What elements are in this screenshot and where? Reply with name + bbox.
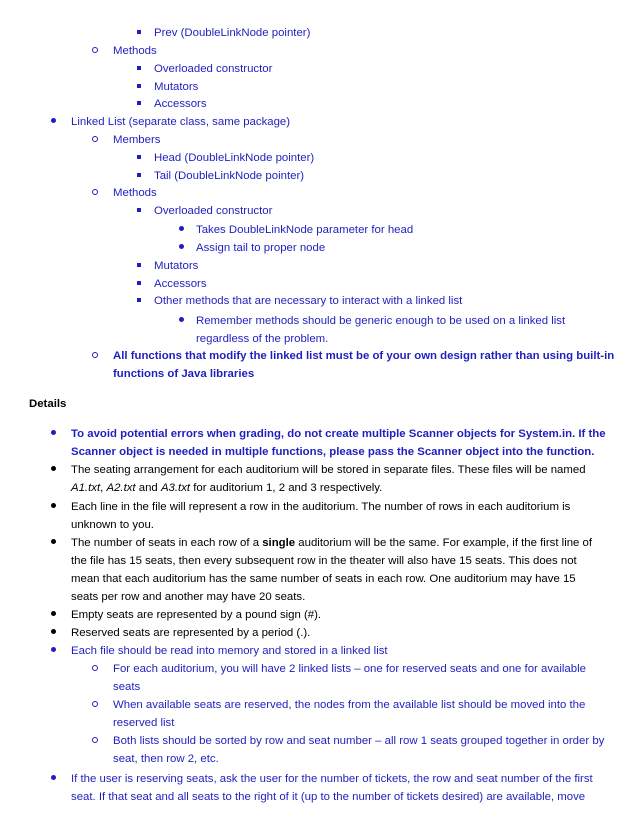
seating-rest-text: for auditorium 1, 2 and 3 respectively. [190, 482, 383, 494]
mutators-text: Mutators [154, 81, 199, 93]
circle-bullet-icon [89, 349, 101, 363]
prev-pointer-text: Prev (DoubleLinkNode pointer) [154, 27, 311, 39]
circle-bullet-icon [89, 133, 101, 147]
seats-text: mean that each auditorium has the same number of seats in each row. One auditorium may have 15 [71, 573, 576, 585]
separator-text: and [135, 482, 161, 494]
square-bullet-icon [133, 294, 145, 308]
file-name-a2: A2.txt [106, 482, 136, 494]
circle-bullet-icon [89, 186, 101, 200]
scanner-text: To avoid potential errors when grading, do not create multiple Scanner objects for System.in. If the [71, 428, 606, 440]
scanner-text: Scanner object is needed in multiple functions, please pass the Scanner object into the function. [71, 446, 595, 458]
details-heading-text: Details [29, 398, 67, 410]
takes-param-text: Takes DoubleLinkNode parameter for head [196, 224, 414, 236]
bullet-icon [175, 314, 187, 328]
empty-seats-text: Empty seats are represented by a pound sign (#). [71, 609, 322, 621]
mutators-text: Mutators [154, 260, 199, 272]
read-file-text: Each file should be read into memory and stored in a linked list [71, 645, 388, 657]
sorted-text: seat, then row 2, etc. [113, 753, 219, 765]
square-bullet-icon [133, 169, 145, 183]
accessors-text: Accessors [154, 98, 207, 110]
rows-text: Each line in the file will represent a row in the auditorium. The number of rows in each auditorium is [71, 501, 571, 513]
bullet-icon [47, 772, 59, 786]
own-design-text: All functions that modify the linked list must be of your own design rather than using built-in [113, 350, 615, 362]
rows-text: unknown to you. [71, 519, 154, 531]
sorted-text: Both lists should be sorted by row and seat number – all row 1 seats grouped together in order by [113, 735, 605, 747]
two-lists-text: seats [113, 681, 141, 693]
accessors-text: Accessors [154, 278, 207, 290]
methods-text: Methods [113, 187, 157, 199]
seats-text: seats per row and another may have 20 seats. [71, 591, 306, 603]
circle-bullet-icon [89, 44, 101, 58]
single-emphasis: single [262, 537, 296, 549]
bullet-icon [175, 241, 187, 255]
square-bullet-icon [133, 97, 145, 111]
moved-text: reserved list [113, 717, 175, 729]
seats-pre-text: The number of seats in each row of a [71, 537, 263, 549]
separator-text: , [100, 482, 107, 494]
own-design-text: functions of Java libraries [113, 368, 255, 380]
square-bullet-icon [133, 80, 145, 94]
square-bullet-icon [133, 62, 145, 76]
seats-post-text: auditorium will be the same. For example, if the first line of [295, 537, 593, 549]
seats-text: the file has 15 seats, then every subsequent row in the theater will also have 15 seats. This does not [71, 555, 577, 567]
square-bullet-icon [133, 259, 145, 273]
bullet-icon [47, 500, 59, 514]
square-bullet-icon [133, 151, 145, 165]
circle-bullet-icon [89, 662, 101, 676]
moved-text: When available seats are reserved, the nodes from the available list should be moved into the [113, 699, 586, 711]
bullet-icon [47, 536, 59, 550]
seating-text: The seating arrangement for each auditorium will be stored in separate files. These files will be named [71, 464, 586, 476]
bullet-icon [47, 626, 59, 640]
reserved-seats-text: Reserved seats are represented by a period (.). [71, 627, 311, 639]
reserving-text: If the user is reserving seats, ask the user for the number of tickets, the row and seat number of the first [71, 773, 593, 785]
bullet-icon [175, 223, 187, 237]
overloaded-constructor-text: Overloaded constructor [154, 63, 273, 75]
generic-note-text: Remember methods should be generic enough to be used on a linked list [196, 315, 566, 327]
tail-pointer-text: Tail (DoubleLinkNode pointer) [154, 170, 305, 182]
linked-list-text: Linked List (separate class, same package) [71, 116, 291, 128]
square-bullet-icon [133, 277, 145, 291]
assign-tail-text: Assign tail to proper node [196, 242, 326, 254]
bullet-icon [47, 608, 59, 622]
reserving-text: seat. If that seat and all seats to the right of it (up to the number of tickets desired) are available, move [71, 791, 586, 803]
bullet-icon [47, 427, 59, 441]
circle-bullet-icon [89, 698, 101, 712]
bullet-icon [47, 644, 59, 658]
seats-text [71, 536, 592, 550]
square-bullet-icon [133, 204, 145, 218]
bullet-icon [47, 463, 59, 477]
seating-files-text [71, 481, 382, 495]
file-name-a3: A3.txt [160, 482, 191, 494]
members-text: Members [113, 134, 161, 146]
methods-text: Methods [113, 45, 157, 57]
other-methods-text: Other methods that are necessary to interact with a linked list [154, 295, 463, 307]
two-lists-text: For each auditorium, you will have 2 linked lists – one for reserved seats and one for available [113, 663, 586, 675]
square-bullet-icon [133, 26, 145, 40]
file-name-a1: A1.txt [71, 482, 101, 494]
generic-note-text: regardless of the problem. [196, 333, 329, 345]
bullet-icon [47, 115, 59, 129]
circle-bullet-icon [89, 734, 101, 748]
head-pointer-text: Head (DoubleLinkNode pointer) [154, 152, 315, 164]
overloaded-constructor-text: Overloaded constructor [154, 205, 273, 217]
